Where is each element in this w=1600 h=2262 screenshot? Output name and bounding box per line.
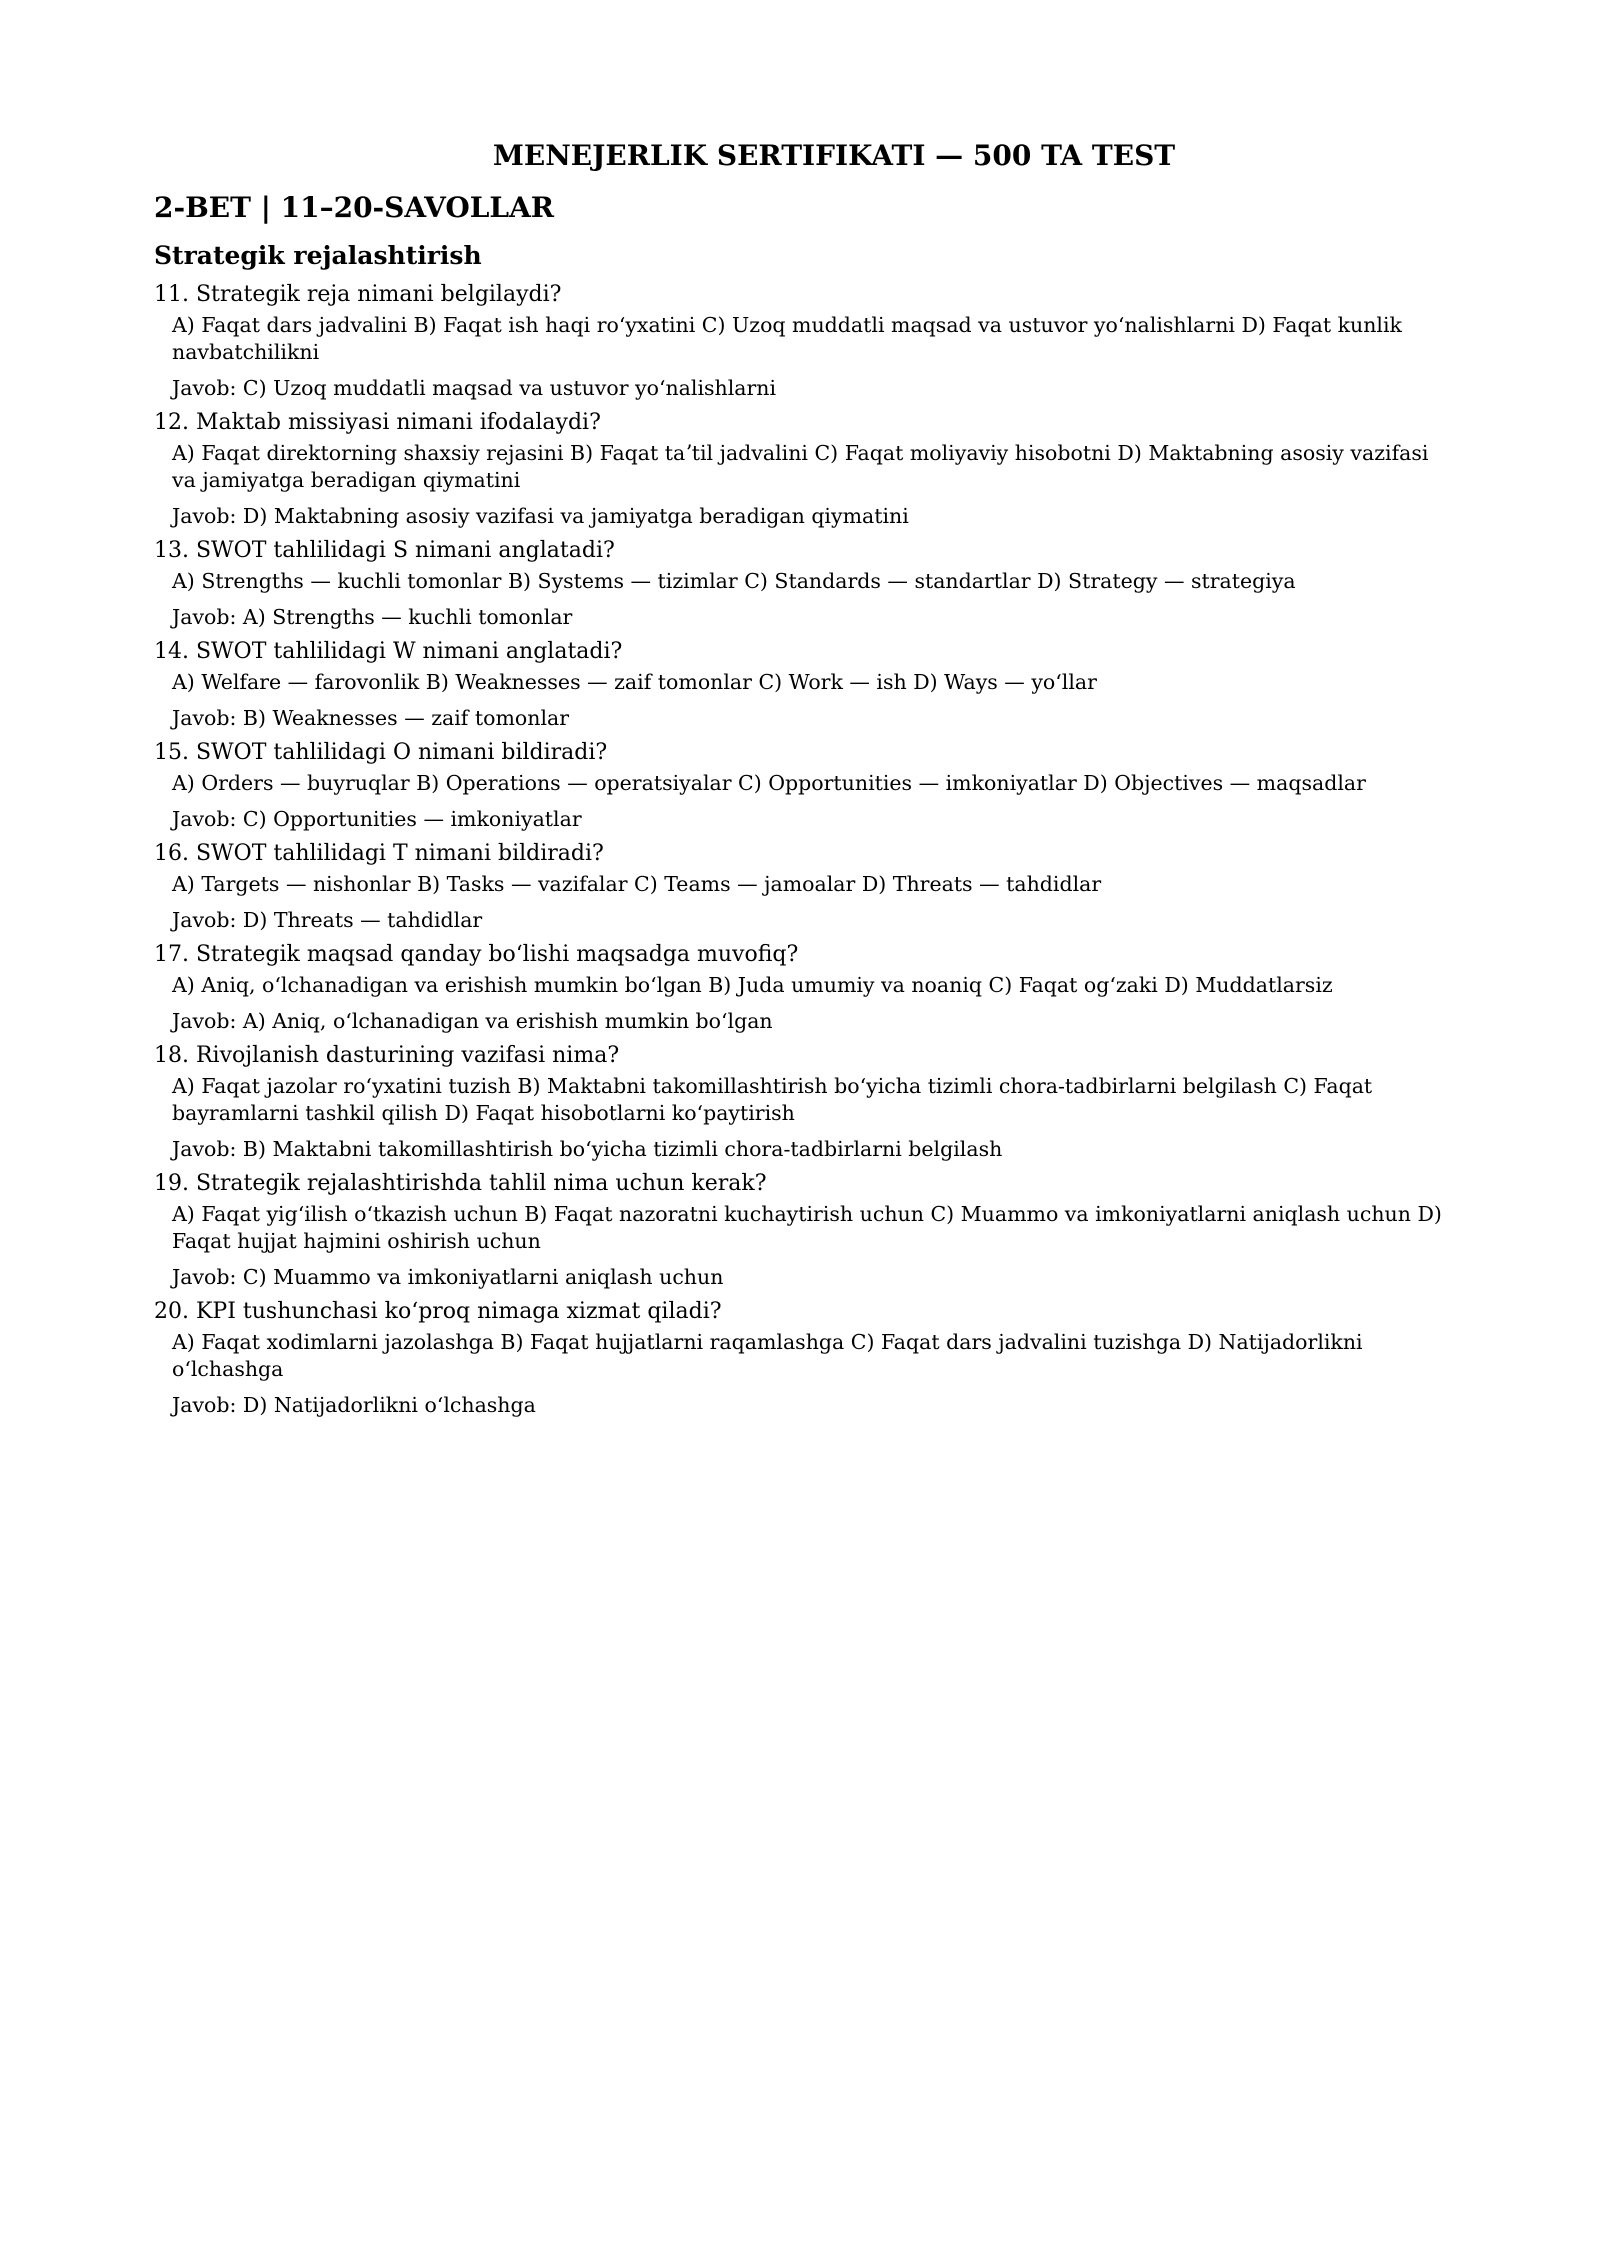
question-text: 17. Strategik maqsad qanday boʻlishi maqsadga muvofiq? xyxy=(154,942,799,967)
question-options: A) Faqat dars jadvalini B) Faqat ish haqi roʻyxatini C) Uzoq muddatli maqsad va ustuvor yoʻnalishlarni D) Faqat kunlik navbatchilikni xyxy=(172,313,1402,364)
question-item xyxy=(154,637,1454,732)
document-title: MENEJERLIK SERTIFIKATI — 500 TA TEST xyxy=(492,139,1176,172)
question-item xyxy=(154,536,1454,631)
document-page xyxy=(154,138,1454,1425)
question-text: 14. SWOT tahlilidagi W nimani anglatadi? xyxy=(154,639,623,664)
question-options: A) Faqat yigʻilish oʻtkazish uchun B) Faqat nazoratni kuchaytirish uchun C) Muammo va imkoniyatlarni aniqlash uchun D) Faqat hujjat hajmini oshirish uchun xyxy=(172,1202,1442,1253)
question-answer: Javob: A) Aniq, oʻlchanadigan va erishish mumkin boʻlgan xyxy=(172,1009,773,1033)
question-answer: Javob: D) Natijadorlikni oʻlchashga xyxy=(172,1393,536,1417)
question-text: 15. SWOT tahlilidagi O nimani bildiradi? xyxy=(154,740,608,765)
question-options: A) Welfare — farovonlik B) Weaknesses — zaif tomonlar C) Work — ish D) Ways — yoʻllar xyxy=(172,670,1097,694)
question-answer: Javob: B) Weaknesses — zaif tomonlar xyxy=(172,706,570,730)
question-text: 13. SWOT tahlilidagi S nimani anglatadi? xyxy=(154,538,615,563)
question-options: A) Aniq, oʻlchanadigan va erishish mumkin boʻlgan B) Juda umumiy va noaniq C) Faqat ogʻzaki D) Muddatlarsiz xyxy=(172,973,1333,997)
question-text: 19. Strategik rejalashtirishda tahlil nima uchun kerak? xyxy=(154,1171,767,1196)
question-text: 20. KPI tushunchasi koʻproq nimaga xizmat qiladi? xyxy=(154,1299,722,1324)
question-answer: Javob: B) Maktabni takomillashtirish boʻyicha tizimli chora-tadbirlarni belgilash xyxy=(172,1137,1003,1161)
question-answer: Javob: C) Opportunities — imkoniyatlar xyxy=(172,807,582,831)
question-options: A) Targets — nishonlar B) Tasks — vazifalar C) Teams — jamoalar D) Threats — tahdidlar xyxy=(172,872,1102,896)
section-heading: Strategik rejalashtirish xyxy=(154,241,482,270)
question-text: 11. Strategik reja nimani belgilaydi? xyxy=(154,282,562,307)
question-item xyxy=(154,940,1454,1035)
question-item xyxy=(154,1041,1454,1163)
question-options: A) Faqat jazolar roʻyxatini tuzish B) Maktabni takomillashtirish boʻyicha tizimli chora-tadbirlarni belgilash C) Faqat bayramlarni tashkil qilish D) Faqat hisobotlarni koʻpaytirish xyxy=(172,1074,1373,1125)
question-options: A) Faqat xodimlarni jazolashga B) Faqat hujjatlarni raqamlashga C) Faqat dars jadvalini tuzishga D) Natijadorlikni oʻlchashga xyxy=(172,1330,1363,1381)
question-item xyxy=(154,1169,1454,1291)
question-item xyxy=(154,408,1454,530)
question-answer: Javob: C) Muammo va imkoniyatlarni aniqlash uchun xyxy=(172,1265,724,1289)
question-answer: Javob: D) Threats — tahdidlar xyxy=(172,908,483,932)
question-answer: Javob: C) Uzoq muddatli maqsad va ustuvor yoʻnalishlarni xyxy=(172,376,777,400)
page-heading: 2-BET | 11–20-SAVOLLAR xyxy=(154,191,555,224)
question-item xyxy=(154,839,1454,934)
question-options: A) Orders — buyruqlar B) Operations — operatsiyalar C) Opportunities — imkoniyatlar D) Objectives — maqsadlar xyxy=(172,771,1366,795)
question-options: A) Strengths — kuchli tomonlar B) Systems — tizimlar C) Standards — standartlar D) Strategy — strategiya xyxy=(172,569,1296,593)
question-item xyxy=(154,280,1454,402)
question-item xyxy=(154,738,1454,833)
question-answer: Javob: A) Strengths — kuchli tomonlar xyxy=(172,605,573,629)
question-options: A) Faqat direktorning shaxsiy rejasini B) Faqat taʼtil jadvalini C) Faqat moliyaviy hisobotni D) Maktabning asosiy vazifasi va jamiyatga beradigan qiymatini xyxy=(172,441,1429,492)
question-text: 12. Maktab missiyasi nimani ifodalaydi? xyxy=(154,410,601,435)
question-answer: Javob: D) Maktabning asosiy vazifasi va jamiyatga beradigan qiymatini xyxy=(172,504,909,528)
question-item xyxy=(154,1297,1454,1419)
question-text: 18. Rivojlanish dasturining vazifasi nima? xyxy=(154,1043,620,1068)
question-text: 16. SWOT tahlilidagi T nimani bildiradi? xyxy=(154,841,604,866)
